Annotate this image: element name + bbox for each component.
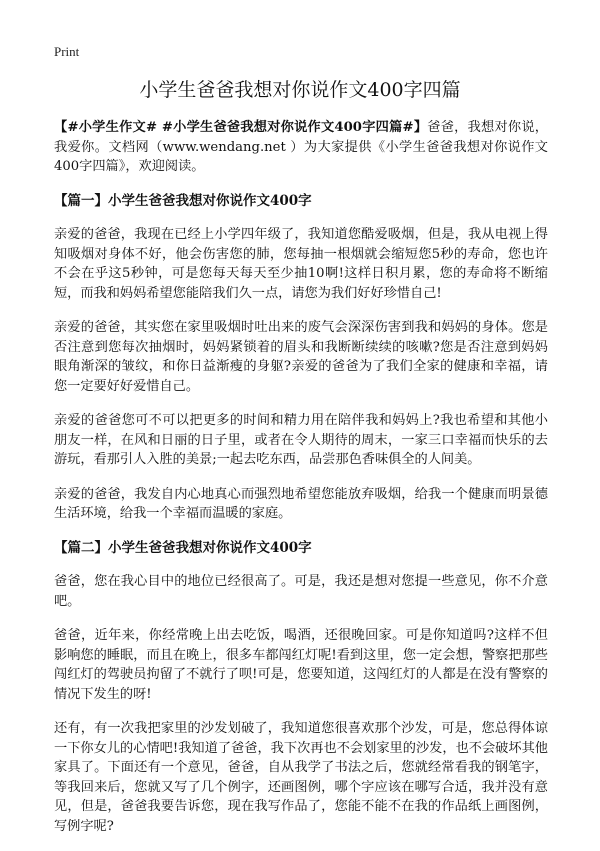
section-2-paragraph-2: 爸爸，近年来，你经常晚上出去吃饭，喝酒，还很晚回家。可是你知道吗?这样不但影响您的睡眠，而且在晚上，很多车都闯红灯呢!看到这里，您一定会想，警察把那些闯红灯的驾驶员拘留了不就行了呗!可是，您要知道，这闯红灯的人都是在没有警察的情况下发生的呀! — [54, 628, 548, 702]
intro-text: 爸爸，我想对你说，我爱你。文档网（www.wendang.net ）为大家提供《小学生爸爸我想对你说作文400字四篇》，欢迎阅读。 — [54, 120, 548, 174]
section-2-paragraph-3: 还有，有一次我把家里的沙发划破了，我知道您很喜欢那个沙发，可是，您总得体谅一下你女儿的心情吧!我知道了爸爸，我下次再也不会划家里的沙发，也不会破坏其他家具了。下面还有一个意见，爸爸，自从我学了书法之后，您就经常看我的钢笔字，等我回来后，您就又写了几个例字，还画图例，哪个字应该在哪写合适，我并没有意见，但是，爸爸我要告诉您，现在我写作品了，您能不能不在我的作品纸上画图例，写例字呢? — [54, 721, 548, 834]
section-1-paragraph-4: 亲爱的爸爸，我发自内心地真心而强烈地希望您能放弃吸烟，给我一个健康而明景德生活环境，给我一个幸福而温暖的家庭。 — [54, 486, 548, 521]
section-1-paragraph-1: 亲爱的爸爸，我现在已经上小学四年级了，我知道您酷爱吸烟，但是，我从电视上得知吸烟对身体不好，他会伤害您的肺，您每抽一根烟就会缩短您5秒的寿命，您也许不会在乎这5秒钟，可是您每天每天至少抽10啊!这样日积月累，您的寿命将不断缩短，而我和妈妈希望您能陪我们久一点，请您为我们好好珍惜自己! — [54, 227, 548, 301]
section-1-paragraph-3: 亲爱的爸爸您可不可以把更多的时间和精力用在陪伴我和妈妈上?我也希望和其他小朋友一样，在风和日丽的日子里，或者在令人期待的周末，一家三口幸福而快乐的去游玩，看那引人入胜的美景;一起去吃东西，品尝那色香味俱全的人间美。 — [54, 413, 548, 467]
section-heading-1: 【篇一】小学生爸爸我想对你说作文400字 — [54, 192, 312, 209]
intro-paragraph — [54, 118, 548, 177]
document-title: 小学生爸爸我想对你说作文400字四篇 — [139, 79, 461, 101]
document-body — [54, 118, 548, 851]
section-heading-2: 【篇二】小学生爸爸我想对你说作文400字 — [54, 539, 312, 556]
intro-tags: 【#小学生作文# #小学生爸爸我想对你说作文400字四篇#】 — [54, 120, 428, 135]
section-1-paragraph-2: 亲爱的爸爸，其实您在家里吸烟时吐出来的废气会深深伤害到我和妈妈的身体。您是否注意到您每次抽烟时，妈妈紧锁着的眉头和我断断续续的咳嗽?您是否注意到妈妈眼角渐深的皱纹，和你日益渐瘦的身躯?亲爱的爸爸为了我们全家的健康和幸福，请您一定要好好爱惜自己。 — [54, 320, 548, 394]
section-2-paragraph-1: 爸爸，您在我心目中的地位已经很高了。可是，我还是想对您提一些意见，你不介意吧。 — [54, 574, 548, 609]
print-link[interactable]: Print — [54, 44, 80, 59]
